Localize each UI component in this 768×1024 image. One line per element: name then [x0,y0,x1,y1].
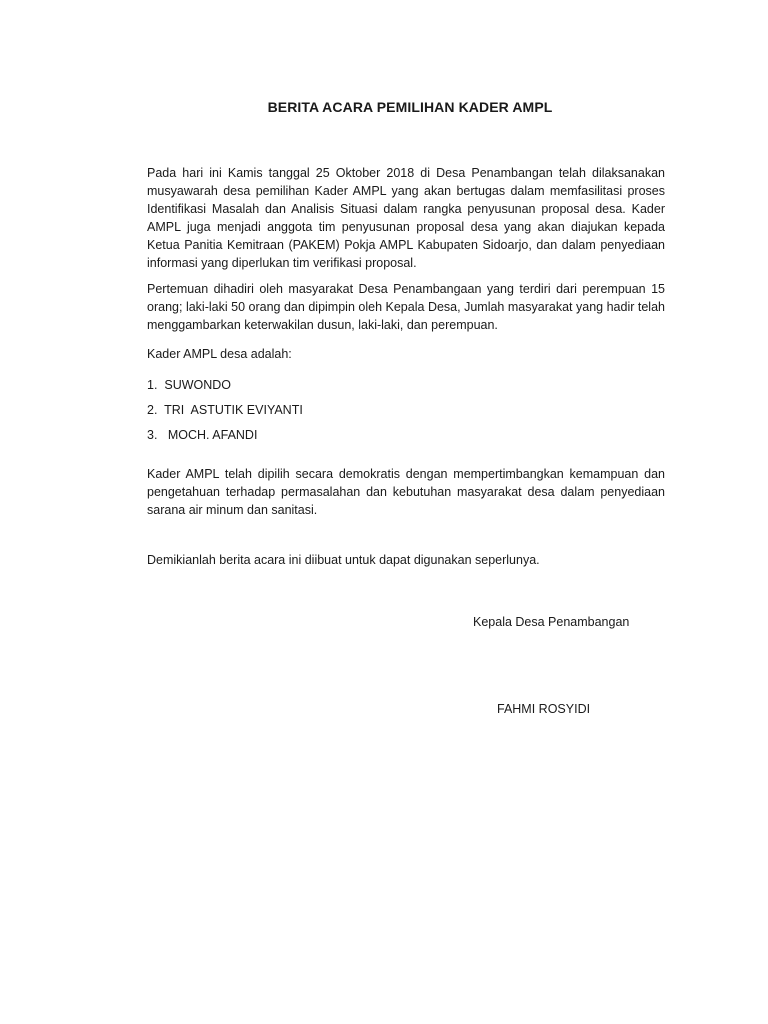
opening-paragraph [147,164,665,272]
attendance-paragraph-text: Pertemuan dihadiri oleh masyarakat Desa Penambangaan yang terdiri dari perempuan 15 orang; laki-laki 50 orang dan dipimpin oleh Kepala Desa, Jumlah masyarakat yang hadir telah menggambarkan keterwakilan dusun, laki-laki, dan perempuan. [147,282,665,332]
signature-title: Kepala Desa Penambangan [473,615,630,629]
selection-paragraph [147,465,665,519]
kader-list-intro: Kader AMPL desa adalah: [147,347,292,361]
selection-paragraph-text: Kader AMPL telah dipilih secara demokratis dengan mempertimbangkan kemampuan dan pengetahuan terhadap permasalahan dan kebutuhan masyarakat desa dalam penyediaan sarana air minum dan sanitasi. [147,467,665,517]
document-title: BERITA ACARA PEMILIHAN KADER AMPL [267,99,553,115]
closing-statement: Demikianlah berita acara ini diibuat untuk dapat digunakan seperlunya. [147,553,540,567]
list-item: 3. MOCH. AFANDI [147,428,258,442]
attendance-paragraph [147,280,665,334]
list-item: 1. SUWONDO [147,378,232,392]
opening-paragraph-text: Pada hari ini Kamis tanggal 25 Oktober 2018 di Desa Penambangan telah dilaksanakan musyawarah desa pemilihan Kader AMPL yang akan bertugas dalam memfasilitasi proses Identifikasi Masalah dan Analisis Situasi dalam rangka penyusunan proposal desa. Kader AMPL juga menjadi anggota tim penyusunan proposal desa yang akan diajukan kepada Ketua Panitia Kemitraan (PAKEM) Pokja AMPL Kabupaten Sidoarjo, dan dalam penyediaan informasi yang diperlukan tim verifikasi proposal. [147,166,665,270]
list-item: 2. TRI ASTUTIK EVIYANTI [147,403,303,417]
signature-name: FAHMI ROSYIDI [497,702,591,716]
